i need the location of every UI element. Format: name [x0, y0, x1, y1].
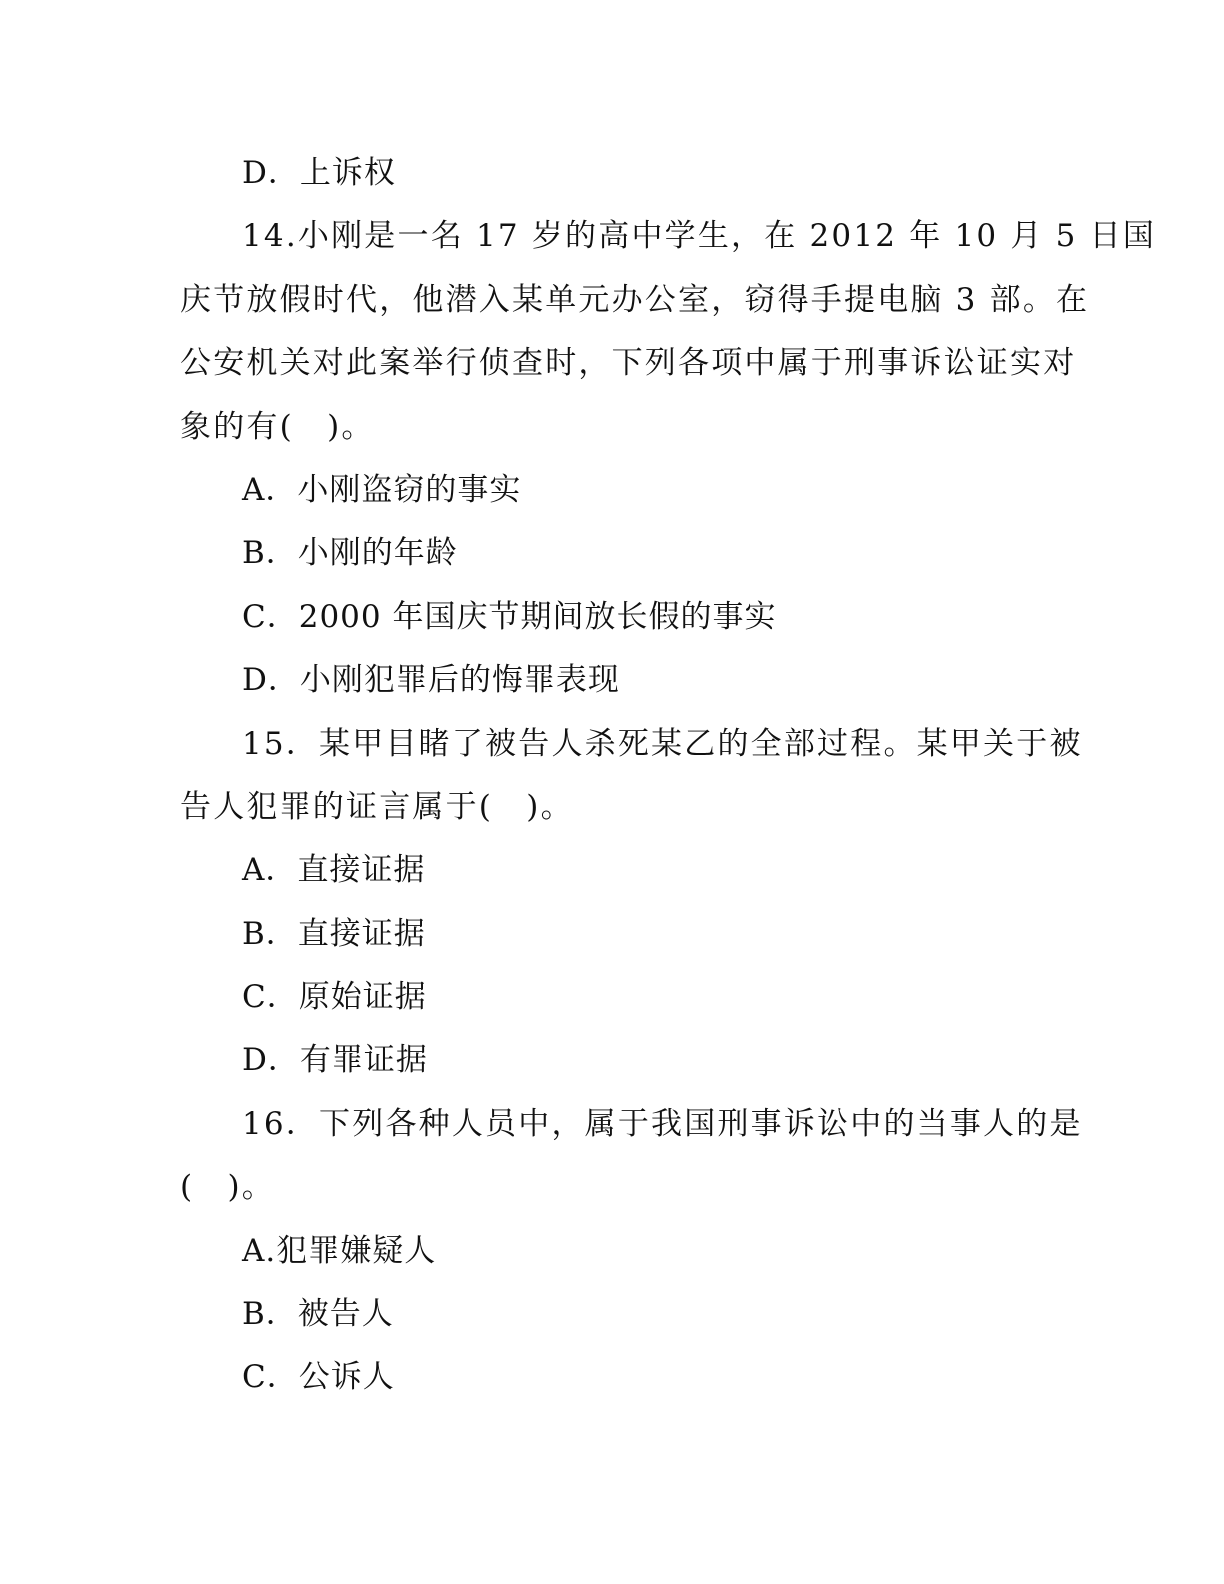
option-15-c: C．原始证据: [242, 979, 427, 1016]
document-page: [180, 142, 1157, 1410]
question-14-line-3: 公安机关对此案举行侦查时，下列各项中属于刑事诉讼证实对: [180, 345, 1077, 382]
option-16-b: B．被告人: [242, 1296, 394, 1333]
question-14-line-2: 庆节放假时代，他潜入某单元办公室，窃得手提电脑 3 部。在: [180, 281, 1090, 318]
question-15-line-1: 15．某甲目睹了被告人杀死某乙的全部过程。某甲关于被: [242, 725, 1083, 762]
question-15: [180, 713, 1083, 840]
question-16: [180, 1093, 1083, 1220]
option-16-a: A.犯罪嫌疑人: [242, 1232, 437, 1269]
question-14-line-4: 象的有( )。: [180, 408, 375, 445]
option-14-b: B．小刚的年龄: [242, 535, 458, 572]
option-14-c: C．2000 年国庆节期间放长假的事实: [242, 598, 777, 635]
option-15-d: D．有罪证据: [242, 1042, 428, 1079]
option-16-c: C．公诉人: [242, 1359, 395, 1396]
question-16-line-2: ( )。: [180, 1169, 275, 1206]
option-15-b: B．直接证据: [242, 915, 426, 952]
question-14: [180, 205, 1157, 459]
question-16-line-1: 16．下列各种人员中，属于我国刑事诉讼中的当事人的是: [242, 1105, 1083, 1142]
option-13-d: D．上诉权: [242, 155, 396, 191]
option-14-d: D．小刚犯罪后的悔罪表现: [242, 662, 620, 699]
option-15-a: A．直接证据: [242, 852, 426, 889]
question-15-line-2: 告人犯罪的证言属于( )。: [180, 788, 574, 825]
option-14-a: A．小刚盗窃的事实: [242, 471, 522, 508]
question-14-line-1: 14.小刚是一名 17 岁的高中学生，在 2012 年 10 月 5 日国: [242, 218, 1157, 255]
